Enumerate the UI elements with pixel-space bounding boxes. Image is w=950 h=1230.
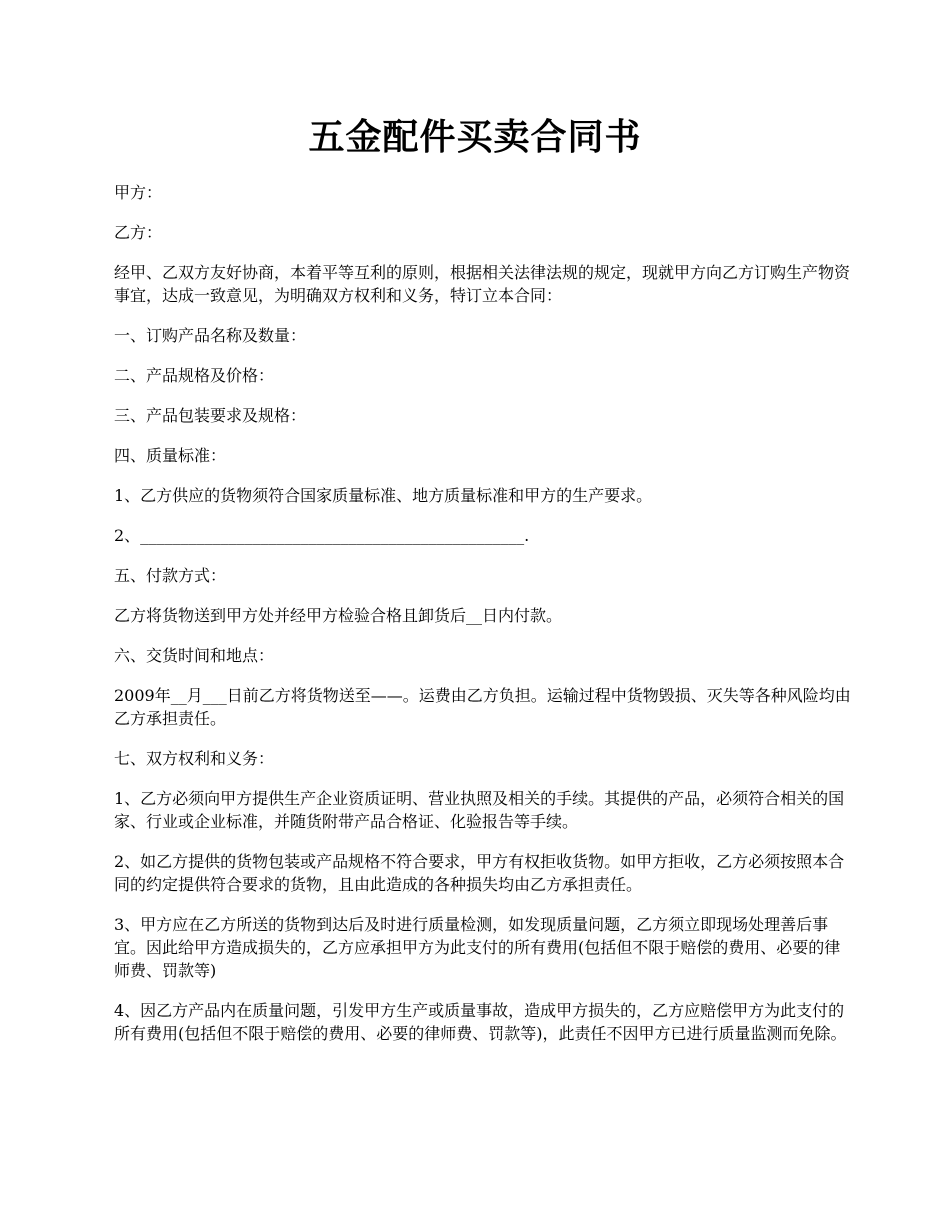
section-heading-7: 七、双方权利和义务： (114, 749, 275, 768)
delivery-clause: 2009年__月___日前乙方将货物送至——。运费由乙方负担。运输过程中货物毁损、灭失等各种风险均由乙方承担责任。 (114, 686, 851, 728)
obligation-clause-4: 4、因乙方产品内在质量问题，引发甲方生产或质量事故，造成甲方损失的，乙方应赔偿甲方为此支付的所有费用(包括但不限于赔偿的费用、必要的律师费、罚款等)，此责任不因甲方已进行质量监测而免除。 (114, 1001, 847, 1043)
section-heading-2: 二、产品规格及价格： (114, 366, 275, 385)
section-heading-5: 五、付款方式： (114, 566, 227, 585)
section-heading-4: 四、质量标准： (114, 446, 227, 465)
quality-clause-2-blank: 2、________________________________________________. (114, 526, 530, 545)
party-a-line: 甲方： (114, 183, 163, 202)
payment-clause: 乙方将货物送到甲方处并经甲方检验合格且卸货后__日内付款。 (114, 606, 563, 625)
document-body (114, 181, 854, 1062)
obligation-clause-1: 1、乙方必须向甲方提供生产企业资质证明、营业执照及相关的手续。其提供的产品，必须符合相关的国家、行业或企业标准，并随货附带产品合格证、化验报告等手续。 (114, 789, 845, 831)
obligation-clause-2: 2、如乙方提供的货物包装或产品规格不符合要求，甲方有权拒收货物。如甲方拒收，乙方必须按照本合同的约定提供符合要求的货物，且由此造成的各种损失均由乙方承担责任。 (114, 852, 845, 894)
obligation-clause-3: 3、甲方应在乙方所送的货物到达后及时进行质量检测，如发现质量问题，乙方须立即现场处理善后事宜。因此给甲方造成损失的，乙方应承担甲方为此支付的所有费用(包括但不限于赔偿的费用、必要的律师费、罚款等) (114, 915, 841, 980)
section-heading-3: 三、产品包装要求及规格： (114, 406, 307, 425)
party-b-line: 乙方： (114, 223, 163, 242)
preamble-paragraph: 经甲、乙双方友好协商，本着平等互利的原则，根据相关法律法规的规定，现就甲方向乙方订购生产物资事宜，达成一致意见，为明确双方权利和义务，特订立本合同： (114, 263, 851, 305)
document-title: 五金配件买卖合同书 (308, 116, 642, 158)
section-heading-1: 一、订购产品名称及数量： (114, 326, 307, 345)
section-heading-6: 六、交货时间和地点： (114, 646, 275, 665)
quality-clause-1: 1、乙方供应的货物须符合国家质量标准、地方质量标准和甲方的生产要求。 (114, 486, 653, 505)
